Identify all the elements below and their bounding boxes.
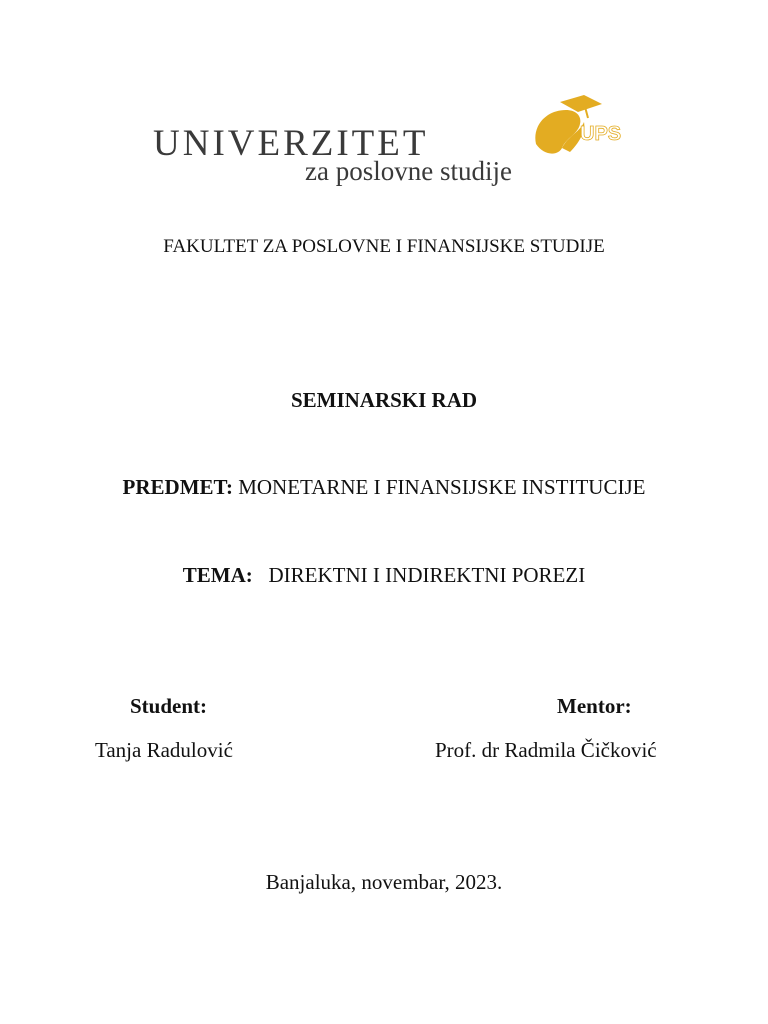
topic-value: DIREKTNI I INDIREKTNI POREZI — [268, 563, 586, 587]
mentor-label: Mentor: — [557, 694, 632, 718]
faculty-name: FAKULTET ZA POSLOVNE I FINANSIJSKE STUDIJE — [163, 236, 605, 257]
mentor-name: Prof. dr Radmila Čičković — [435, 738, 657, 762]
university-logo — [150, 92, 620, 192]
subject-value: MONETARNE I FINANSIJSKE INSTITUCIJE — [238, 475, 646, 499]
graduation-cap-icon — [522, 92, 622, 162]
logo-subtitle: za poslovne studije — [305, 156, 512, 186]
subject-line — [0, 475, 768, 500]
place-and-date: Banjaluka, novembar, 2023. — [265, 870, 503, 894]
logo-wordmark: UNIVERZITET — [153, 123, 429, 164]
logo-emblem-text: UPS — [580, 123, 622, 145]
document-type: SEMINARSKI RAD — [290, 388, 478, 412]
subject-label: PREDMET: — [122, 475, 233, 499]
topic-label: TEMA: — [182, 563, 253, 587]
topic-line — [0, 563, 768, 588]
student-name: Tanja Radulović — [95, 738, 233, 762]
student-label: Student: — [130, 694, 208, 718]
